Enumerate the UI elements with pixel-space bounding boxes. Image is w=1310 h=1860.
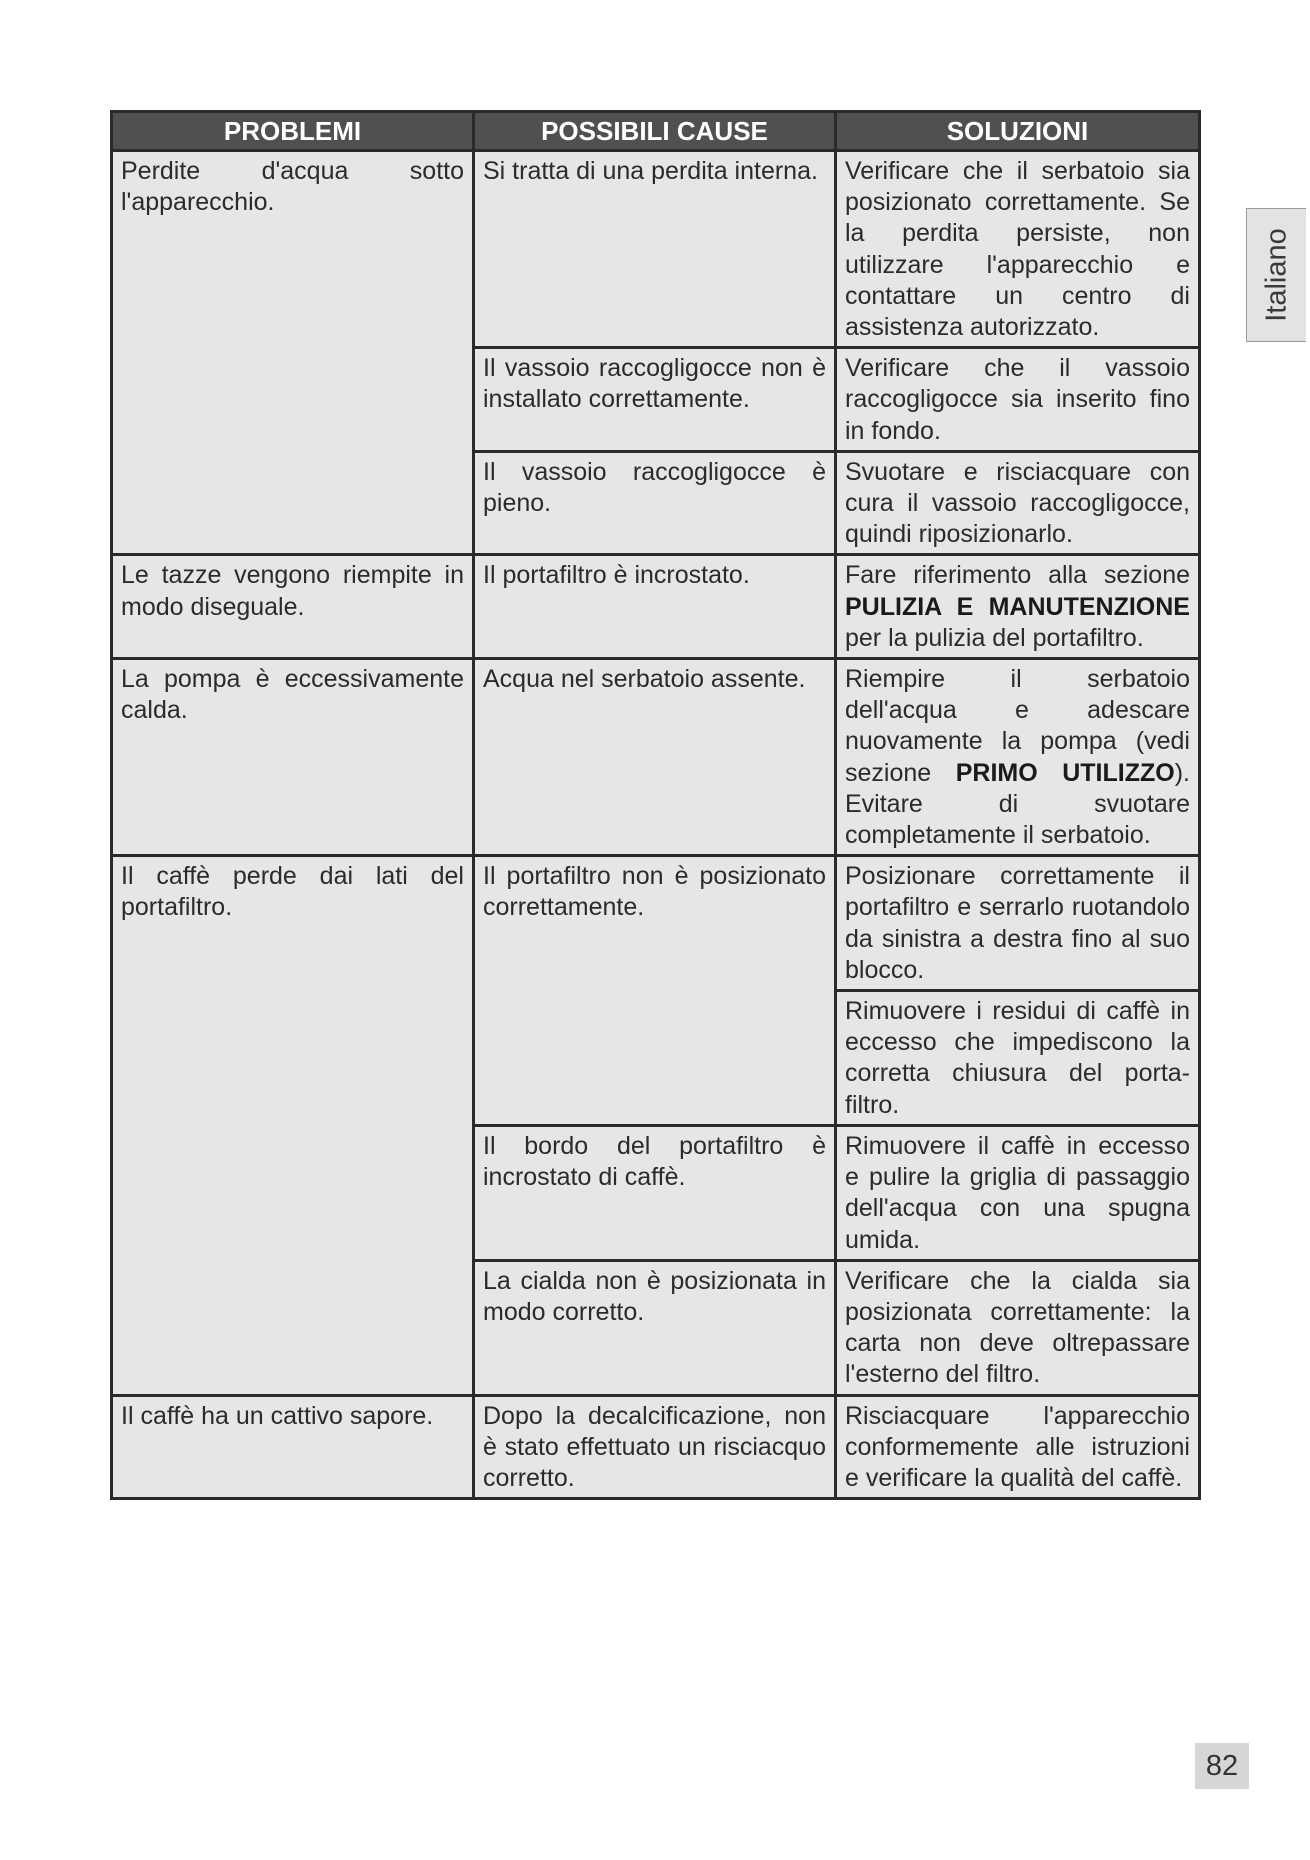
- page-number: 82: [1195, 1743, 1249, 1789]
- table-row: [112, 1395, 1200, 1499]
- problem-cell: Perdite d'acqua sotto l'apparecchio.: [112, 151, 474, 555]
- solution-cell: Verificare che il vassoio raccogligocce sia inserito fino in fondo.: [836, 348, 1200, 452]
- problem-cell: La pompa è eccessivamente calda.: [112, 659, 474, 856]
- solution-cell: Verificare che il serbatoio sia posizionato correttamente. Se la perdita persiste, non utilizzare l'apparecchio e contattare un centro di assistenza autorizzato.: [836, 151, 1200, 348]
- header-soluzioni: SOLUZIONI: [836, 112, 1200, 151]
- table-row: [112, 151, 1200, 348]
- table-header-row: [112, 112, 1200, 151]
- table-row: [112, 659, 1200, 856]
- problem-cell: Le tazze vengono riempite in modo diseguale.: [112, 555, 474, 659]
- language-tab: [1246, 208, 1306, 342]
- solution-text: Fare riferimento alla sezione: [845, 561, 1190, 590]
- cause-cell: Si tratta di una perdita interna.: [474, 151, 836, 348]
- solution-cell: Rimuovere i residui di caffè in eccesso che impediscono la corretta chiusura del porta-filtro.: [836, 991, 1200, 1126]
- troubleshooting-table: [110, 110, 1201, 1500]
- problem-cell: Il caffè ha un cattivo sapore.: [112, 1395, 474, 1499]
- solution-text: ). Evitare di svuotare completamente il serbatoio.: [845, 758, 1190, 850]
- section-reference: PRIMO UTILIZZO: [955, 758, 1175, 787]
- cause-cell: Il vassoio raccogligocce è pieno.: [474, 451, 836, 555]
- cause-cell: Il portafiltro è incrostato.: [474, 555, 836, 659]
- cause-cell: Il vassoio raccogligocce non è installato correttamente.: [474, 348, 836, 452]
- solution-cell: Rimuovere il caffè in eccesso e pulire la griglia di passaggio dell'acqua con una spugna umida.: [836, 1125, 1200, 1260]
- solution-cell: Verificare che la cialda sia posizionata correttamente: la carta non deve oltrepassare l'esterno del filtro.: [836, 1260, 1200, 1395]
- solution-cell: Risciacquare l'apparecchio conformemente alle istruzioni e verificare la qualità del caffè.: [836, 1395, 1200, 1499]
- table-row: [112, 555, 1200, 659]
- problem-cell: Il caffè perde dai lati del portafiltro.: [112, 856, 474, 1395]
- cause-cell: Acqua nel serbatoio assente.: [474, 659, 836, 856]
- cause-cell: La cialda non è posizionata in modo corretto.: [474, 1260, 836, 1395]
- header-possibili-cause: POSSIBILI CAUSE: [474, 112, 836, 151]
- solution-cell: [836, 659, 1200, 856]
- cause-cell: Il bordo del portafiltro è incrostato di caffè.: [474, 1125, 836, 1260]
- cause-cell: Dopo la decalcificazione, non è stato effettuato un risciacquo corretto.: [474, 1395, 836, 1499]
- solution-text: Riempire il serbatoio dell'acqua e adescare nuovamente la pompa (vedi sezione: [845, 665, 1190, 787]
- solution-cell: Svuotare e risciacquare con cura il vassoio raccogligocce, quindi riposizionarlo.: [836, 451, 1200, 555]
- cause-cell: Il portafiltro non è posizionato correttamente.: [474, 856, 836, 1126]
- solution-text: per la pulizia del portafiltro.: [845, 623, 1144, 652]
- language-tab-label: Italiano: [1260, 228, 1292, 322]
- table-row: [112, 856, 1200, 991]
- solution-cell: [836, 555, 1200, 659]
- section-reference: PULIZIA E MANUTENZIONE: [845, 592, 1190, 621]
- header-problemi: PROBLEMI: [112, 112, 474, 151]
- solution-cell: Posizionare correttamente il portafiltro e serrarlo ruotandolo da sinistra a destra fino al suo blocco.: [836, 856, 1200, 991]
